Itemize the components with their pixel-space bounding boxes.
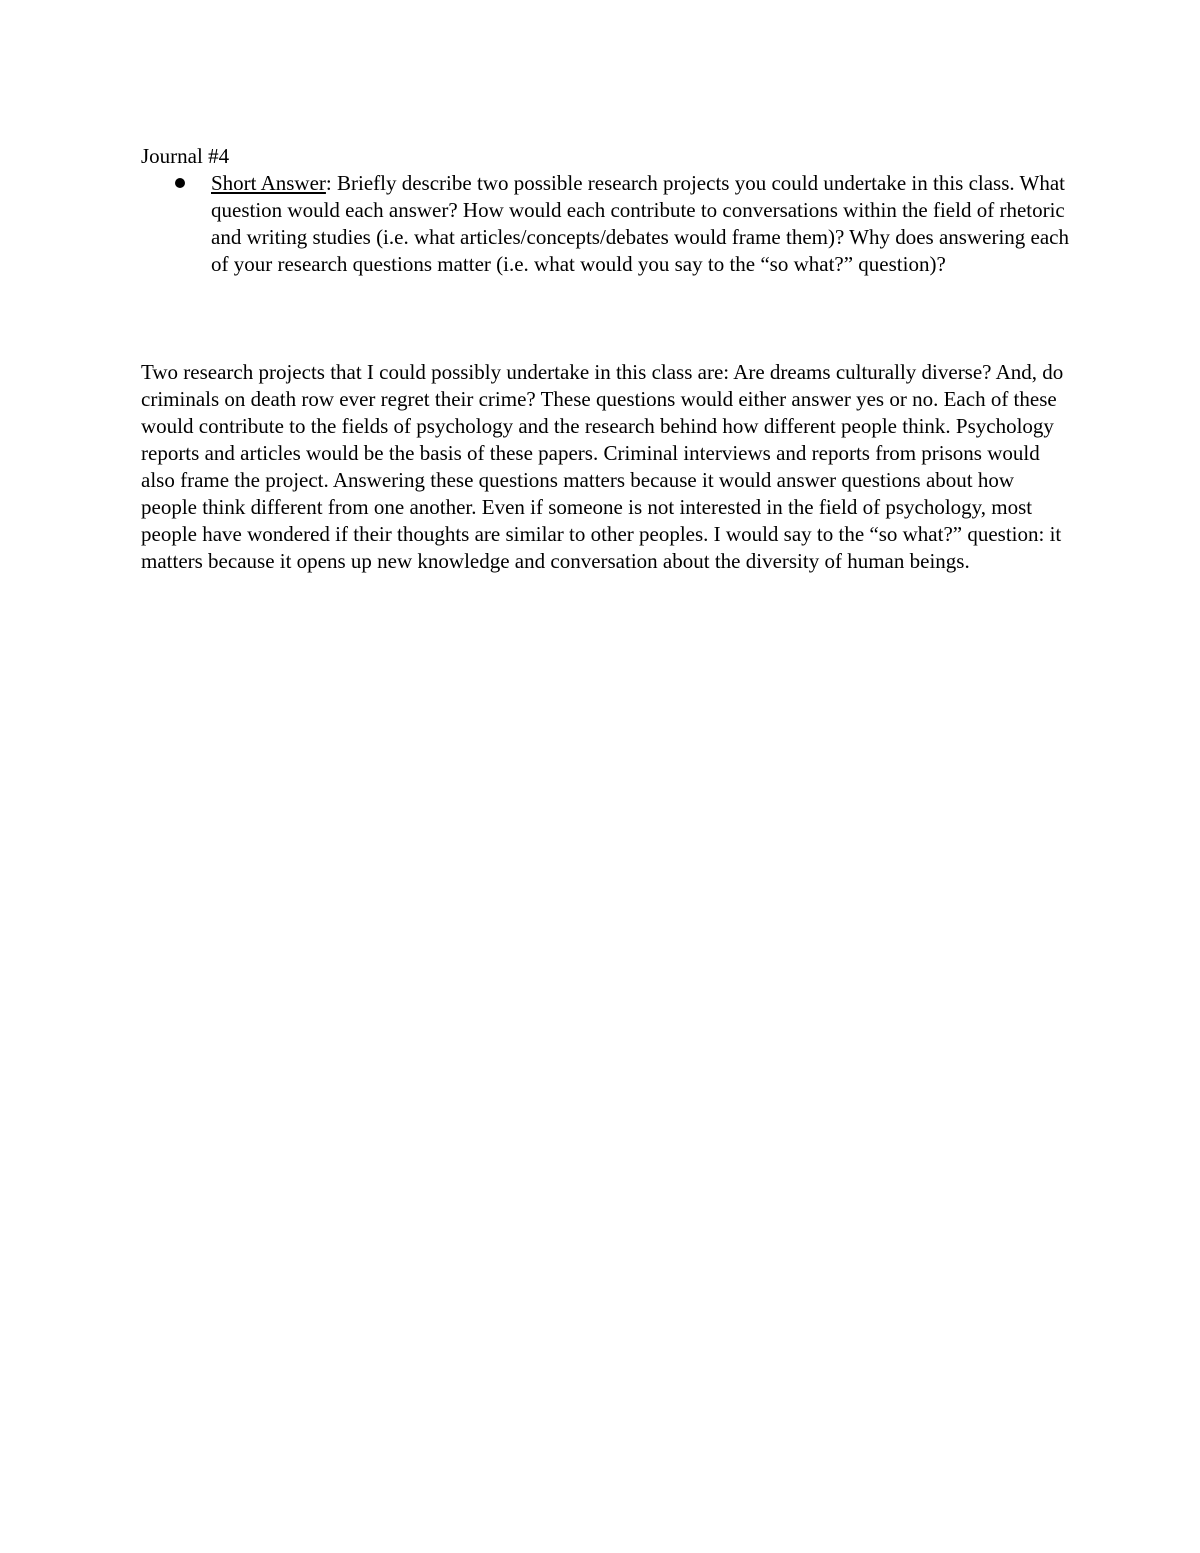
- prompt-text: : Briefly describe two possible research projects you could undertake in this class. What question would each answer? How would each contribute to conversations within the field of rhetoric and writing studies (i.e. what articles/concepts/debates would frame them)? Why does answering each of your research questions matter (i.e. what would you say to the “so what?” question)?: [211, 171, 1069, 276]
- bullet-icon: [175, 178, 185, 188]
- journal-title: Journal #4: [141, 144, 230, 168]
- prompt-label: Short Answer: [211, 171, 326, 195]
- answer-paragraph: Two research projects that I could possibly undertake in this class are: Are dreams culturally diverse? And, do criminals on death row ever regret their crime? These questions would either answer yes or no. Each of these would contribute to the fields of psychology and the research behind how different people think. Psychology reports and articles would be the basis of these papers. Criminal interviews and reports from prisons would also frame the project. Answering these questions matters because it would answer questions about how people think different from one another. Even if someone is not interested in the field of psychology, most people have wondered if their thoughts are similar to other peoples. I would say to the “so what?” question: it matters because it opens up new knowledge and conversation about the diversity of human beings.: [141, 360, 1064, 573]
- prompt-list: [141, 170, 1071, 278]
- list-item: [141, 170, 1071, 278]
